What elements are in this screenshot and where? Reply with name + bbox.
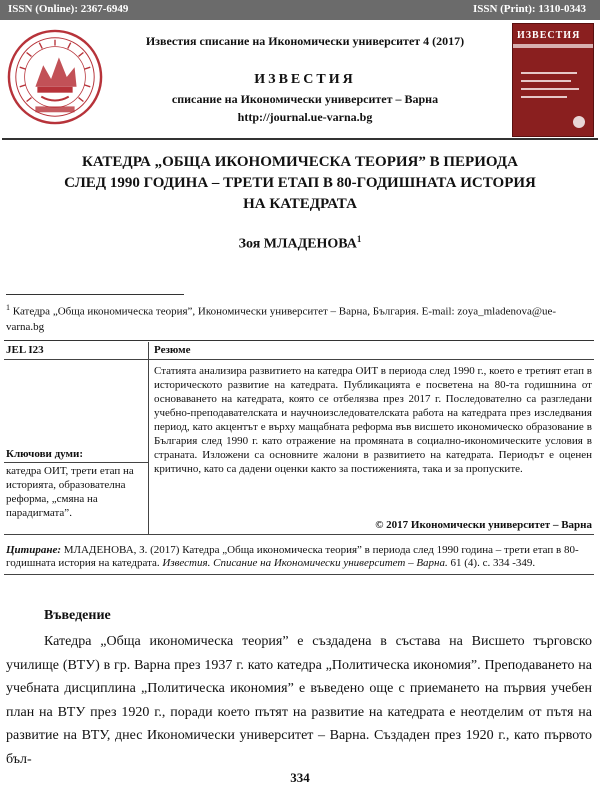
issn-print: ISSN (Print): 1310-0343 bbox=[472, 3, 586, 15]
citation-journal: Известия. Списание на Икономически университет – Варна. bbox=[162, 557, 448, 569]
jel-code: JEL I23 bbox=[6, 344, 44, 356]
footnote-mark: 1 bbox=[6, 303, 10, 312]
abstract-heading: Резюме bbox=[154, 344, 191, 356]
cover-line bbox=[521, 72, 577, 74]
introduction-paragraph: Катедра „Обща икономическа теория” е създадена в състава на Висшето търговско училище (ВТУ) в гр. Варна през 1937 г. като катедра „Политическа икономия”. Преподаването на учебната дисциплина „Политическа икономия” е въведено още с приемането на първия учебен план на ВТУ през 1920 г., поради което пътят на развитие на катедрата е неотделим от пътя на развитие на ВТУ, днес Икономически университет – Варна. Създаден през 1920 г., като първото бъл- bbox=[6, 634, 592, 767]
issn-online: ISSN (Online): 2367-6949 bbox=[8, 3, 129, 15]
cover-line bbox=[521, 80, 571, 82]
journal-subtitle: списание на Икономически университет – Варна bbox=[171, 92, 439, 106]
journal-url[interactable]: http://journal.ue-varna.bg bbox=[237, 110, 373, 124]
article-title-line: КАТЕДРА „ОБЩА ИКОНОМИЧЕСКА ТЕОРИЯ” В ПЕРИОДА bbox=[82, 154, 518, 170]
citation bbox=[6, 544, 592, 570]
article-title bbox=[40, 152, 560, 215]
citation-bottom-rule bbox=[4, 574, 594, 575]
citation-label: Цитиране: bbox=[6, 544, 61, 556]
keywords-rule bbox=[4, 462, 148, 463]
issn-bar bbox=[0, 0, 600, 20]
cover-emblem-icon bbox=[573, 116, 585, 128]
abstract-table-top-rule bbox=[4, 340, 594, 341]
page-number: 334 bbox=[290, 770, 310, 785]
journal-name: ИЗВЕСТИЯ bbox=[254, 72, 356, 87]
journal-issue-line: Известия списание на Икономически университет 4 (2017) bbox=[145, 34, 465, 48]
keywords-text: катедра ОИТ, трети етап на историята, образователна реформа, „смяна на парадигмата”. bbox=[6, 465, 134, 519]
abstract-heading-rule bbox=[4, 359, 594, 360]
article-author bbox=[0, 234, 600, 253]
author-footnote-mark: 1 bbox=[356, 234, 362, 244]
article-title-line: СЛЕД 1990 ГОДИНА – ТРЕТИ ЕТАП В 80-ГОДИШНАТА ИСТОРИЯ bbox=[64, 175, 536, 191]
journal-cover-thumbnail bbox=[512, 23, 594, 137]
cover-title: ИЗВЕСТИЯ bbox=[517, 30, 581, 41]
author-name: Зоя МЛАДЕНОВА bbox=[238, 236, 357, 252]
cover-line bbox=[521, 96, 567, 98]
university-seal-logo bbox=[6, 28, 104, 126]
footnote-divider bbox=[6, 294, 184, 295]
article-title-line: НА КАТЕДРАТА bbox=[243, 196, 357, 212]
author-footnote bbox=[6, 300, 592, 335]
header-divider bbox=[2, 138, 598, 140]
footnote-text: Катедра „Обща икономическа теория”, Икономически университет – Варна, България. E-mail: zoya_mladenova@ue-varna.bg bbox=[6, 305, 557, 333]
citation-volume: 61 (4). с. 334 -349. bbox=[450, 557, 536, 569]
cover-line bbox=[521, 88, 579, 90]
abstract-table-column-divider bbox=[148, 342, 149, 534]
copyright-notice: © 2017 Икономически университет – Варна bbox=[375, 519, 592, 531]
keywords-label: Ключови думи: bbox=[6, 448, 84, 460]
cover-band bbox=[513, 44, 593, 48]
abstract-text: Статията анализира развитието на катедра ОИТ в периода след 1990 г., което е третият етап в историческото развитие на катедрата. Публикацията е посветена на 80-та годишнина от основаването на катедрата, която се отбелязва през 2017 г. Последователно са разгледани учебно-преподавателската и научноизследователската работа на катедрата през изследвания период, като акцентът е върху мащабната реформа във висшето икономическо образование в България след 1990 г. като отражение на промяната в социално-икономическите условия в страната. Изложени са основните жалони в развитието на катедрата. Периодът е оценен критично, като са дадени оценки както за постиженията, така и за пропуските. bbox=[154, 365, 592, 475]
section-heading-introduction: Въведение bbox=[44, 608, 111, 623]
abstract-table-bottom-rule bbox=[4, 534, 594, 535]
citation-text: МЛАДЕНОВА, З. (2017) Катедра „Обща икономическа теория” в периода след 1990 година – трети етап в 80-годишната история на катедрата. bbox=[6, 544, 579, 569]
